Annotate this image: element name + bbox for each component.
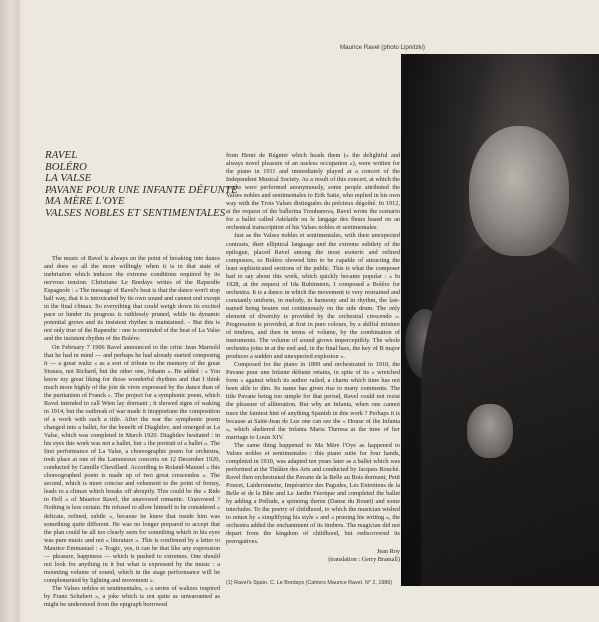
- portrait-photo: [401, 54, 599, 586]
- paragraph: Just as the Valses nobles et sentimentales, with their unexpected contrasts, their elliptical language and the extreme subtlety of the epilogue, placed Ravel among the most esoteric and refined composers, so Boléro showed him to be capable of attracting the least sophisticated sections of the public. This is what the composer had to say about this work, which quickly became popular : « In 1928, at the request of Ida Rubinstein, I composed a Boléro for orchestra. It is a dance in which the movement is very restrained and constantly uniform, in melody, in harmony and in rhythm, the last-named being beaten out continuously on the side drum. The only element of diversity is provided by the orchestral crescendo ». Progression is provided, at first in pure colours, by a skilful mixture of timbres, and then in terms of volume, by the combination of instruments. The volume of sound grows imperceptibly. The whole orchestra joins in at the end and, in the final bars, the key of B major produces a sudden and unexpected explosion ».: [226, 232, 400, 361]
- work-title: LA VALSE: [45, 172, 92, 185]
- paragraph: The music of Ravel is always on the point of breaking into dance and does so all the more willingly when it is in that state of inebriation which induces the extreme conditions required by its nervous tension. Christiane Le Bordays writes of the Rapsodie Espagnole : « The message of Ravel's beat is that the dance won't stop half way, that it is intoxicated by its own sound and cannot end except in the final climax. So everything that could weigh down its excited pace or hinder its progress is ruthlessly pruned, while its dynamic potential grows and its insistent rhythm is maintained. – But this is not only true of the Rapsodie : one is reminded of the beat of La Valse and the insistent rhythm of the Boléro.: [44, 255, 220, 343]
- author-credit: [226, 548, 400, 564]
- paragraph: The same thing happened to Ma Mère l'Oye as happened to Valses nobles et sentimentales : this piano suite for four hands, completed in 1910, was adapted ten years later as a ballet which was performed at the Théâtre des Arts and conducted by Jacques Rouché. Ravel then orchestrated the Pavane de la Belle au Bois dormant, Petit Poucet, Laideronnette, Impératrice des Pagodes, Les Entretiens de la Belle et de la Bête and Le Jardin Féerique and completed the ballet by adding a Prélude, a spinning theme (Danse du Rouet) and some interludes. To the poetry of childhood, to which the musician wished to return by « simplifying his style » and « pruning his writing », the orchestra added the enchantment of its timbres. The magician did not depart from the kingdom of childhood, but rediscovered its prerogatives.: [226, 441, 400, 546]
- composer-name: RAVEL: [45, 149, 78, 161]
- photo-caption: Maurice Ravel (photo Lipnitzki): [340, 44, 425, 51]
- photo-figure-hand: [467, 404, 513, 458]
- footnote: (1) Ravel's Spain. C. Le Bordays (Cahiers Maurice Ravel, N° 2, 1986): [226, 580, 393, 586]
- work-title: MA MÈRE L'OYE: [45, 195, 125, 208]
- text-column-left: [44, 255, 220, 609]
- text-column-right: [226, 152, 400, 546]
- photo-figure-head: [469, 126, 569, 256]
- work-title: PAVANE POUR UNE INFANTE DÉFUNTE: [45, 183, 238, 196]
- paragraph: The Valses nobles et sentimentales, « a series of waltzes inspired by Franz Schubert », a joke which is not quite as unwarranted as might be understood from the epigraph borrowed: [44, 584, 220, 609]
- paragraph: Composed for the piano in 1899 and orchestrated in 1910, the Pavane pour une Infante défunte retains, in spite of its « wretched form » against which its author railed, a charm which time has not been able to dim. Its name has given rise to many comments. The title Pavane being too simple for that period, Ravel could not resist the pleasure of alliteration. But why an Infanta, when one cannot trace the faintest hint of anything Spanish in this work ? Perhaps it is because at Saint-Jean de Luz one can see the « House of the Infanta », which sheltered the Infanta Maria Theresa at the time of her marriage to Louis XIV.: [226, 361, 400, 441]
- paragraph: On February 7 1906 Ravel announced to the critic Jean Marnold that he had in mind — and perhaps he had already started composing it — a great waltz « as a sort of tribute to the memory of the great Strauss, not Richard, but the other one, Johann ». He added : « You know my great liking for those wonderful rhythms and that I think much more highly of the joie de vivre expressed by the dance than of the puritanism of Franck ». The project for a symphonic poem, which Ravel intended to call Wien lay dormant ; it showed signs of waking in 1914, but the outbreak of war made it inopportune the composition of a work with such a title. After the war the symphonic poem changed into a ballet, for the benefit of Diaghilev, and emerged as La Valse, which was completed in March 1920. Diaghilev hesitated : in his eyes this work was not a ballet, but « the portrait of a ballet ». The first performance of La Valse, a choreographic poem for orchestra, took place at one of the Lamoureux concerts on 12 December 1920, conducted by Camille Chevillard. According to Roland-Manuel » this choreographed poem is made up of two great crescendos ». The second, which is more concise and vehement to the point of frenzy, leads to a climax which breaks off abruptly. This could be the « Ride to Hell » of Maurice Ravel, the unavowed romantic. Unavowed ? Nothing is less certain. He refused to allow himself to be considered « delicate, refined, subtle », because he knew that inside him was something quite different. He was no longer prepared to accept that the plan could be all too clearly seen for something which in his eyes was pure music and not « literature ». This is confirmed by a letter to Maurice Emmanuel : « Tragic, yes, it can be that like any expression — pleasure, happiness — which is pushed to extremes. One should not look for anything in it but what is expressed by the music : a mounting volume of sound, which in the stage performance will be complemented by lighting and movement ».: [44, 343, 220, 584]
- paragraph: from Henri de Régnier which heads them (« the delightful and always novel pleasure of an useless occupation »), were written for the piano in 1911 and immediately played at a concert of the Independent Musical Society. As a result of this concert, at which the works were performed anonymously, some people attributed the Valses nobles and sentimentales to Erik Satie, who replied in his own way with the Trois Valses distinguées du précieux dégoûté. In 1912, at the request of the ballerina Trouhanova, Ravel wrote the scenario for a ballet called Adelaïde ou le langage des fleurs based on an orchestral transcription of his Valses nobles et sentimentales.: [226, 152, 400, 232]
- work-titles: [45, 150, 245, 220]
- work-title: VALSES NOBLES ET SENTIMENTALES: [45, 206, 226, 219]
- album-spine: [0, 0, 21, 622]
- translation-credit: (translation : Gerry Bramall): [328, 556, 400, 564]
- work-title: BOLÉRO: [45, 160, 87, 173]
- author-name: Jean Roy: [376, 548, 400, 555]
